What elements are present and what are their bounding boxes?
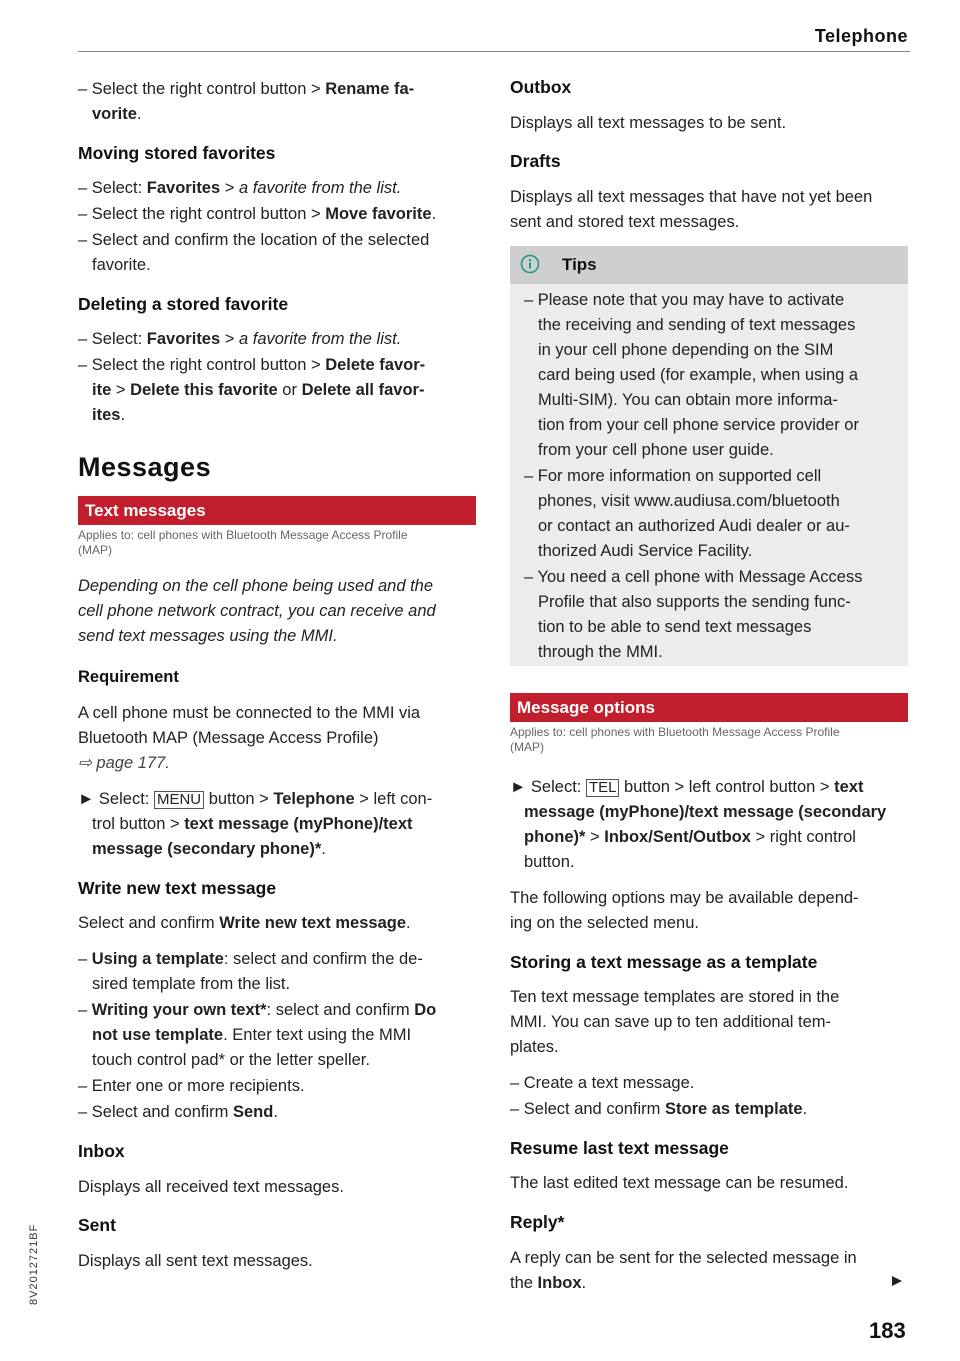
heading-inbox: Inbox xyxy=(78,1141,125,1161)
ui-term: Rename fa- xyxy=(325,80,415,98)
text: . Enter text using the MMI xyxy=(223,1026,412,1044)
list-item xyxy=(78,1100,492,1125)
heading-messages: Messages xyxy=(78,452,212,482)
step-select-tel xyxy=(510,775,924,875)
list-item: – Create a text message. xyxy=(510,1074,695,1092)
text: sent and stored text messages. xyxy=(510,213,740,231)
text: (MAP) xyxy=(78,543,112,557)
drafts-text xyxy=(510,185,910,235)
page-number: 183 xyxy=(869,1318,906,1343)
section-title: Telephone xyxy=(814,26,908,46)
ui-term: ite xyxy=(92,381,112,399)
list-item xyxy=(78,202,492,227)
text: Depending on the cell phone being used and the xyxy=(78,577,434,595)
step-select-menu xyxy=(78,787,492,862)
text: – Select and confirm the location of the selected xyxy=(78,231,430,249)
text: the xyxy=(510,1274,538,1292)
text: . xyxy=(120,406,126,424)
text: ► Select: xyxy=(510,778,586,796)
sent-text: Displays all sent text messages. xyxy=(78,1252,313,1270)
ui-term: Send xyxy=(233,1103,274,1121)
text: send text messages using the MMI. xyxy=(78,627,338,645)
text: – xyxy=(78,950,92,968)
text: (MAP) xyxy=(510,740,544,754)
ui-term: text xyxy=(834,778,864,796)
tip-line: – Please note that you may have to activate xyxy=(524,291,845,309)
heading-sent: Sent xyxy=(78,1215,116,1235)
text: favorite. xyxy=(92,256,151,274)
menu-button-label: MENU xyxy=(154,791,204,809)
ui-term: Move favorite xyxy=(325,205,432,223)
ui-term: Delete all favor- xyxy=(301,381,425,399)
text: Select and confirm xyxy=(78,914,220,932)
text: button > xyxy=(204,790,274,808)
intro-paragraph xyxy=(78,574,478,649)
text: . xyxy=(581,1274,587,1292)
text: > xyxy=(220,179,239,197)
text: ing on the selected menu. xyxy=(510,914,699,932)
tip-line: from your cell phone user guide. xyxy=(538,441,774,459)
text: Applies to: cell phones with Bluetooth Message Access Profile xyxy=(78,528,408,542)
reply-text xyxy=(510,1246,910,1296)
inbox-text: Displays all received text messages. xyxy=(78,1178,344,1196)
tip-line: tion from your cell phone service provider or xyxy=(538,416,859,434)
requirement-paragraph xyxy=(78,701,478,776)
heading-deleting-favorite: Deleting a stored favorite xyxy=(78,294,289,314)
text: . xyxy=(273,1103,278,1121)
tip-line: phones, visit www.audiusa.com/bluetooth xyxy=(538,492,840,510)
text: button. xyxy=(524,853,575,871)
tip-line: or contact an authorized Audi dealer or au- xyxy=(538,517,850,535)
ui-term: Using a template xyxy=(91,950,224,968)
list-item xyxy=(78,947,492,997)
text: ► Select: xyxy=(78,790,154,808)
applies-note xyxy=(510,725,910,755)
ui-term: message (myPhone)/text message (secondary xyxy=(524,803,887,821)
tel-button-label: TEL xyxy=(586,779,620,797)
section-bar-text-messages: Text messages xyxy=(78,496,476,525)
document-code: 8V2012721BF xyxy=(28,1223,40,1305)
text: – Select the right control button > xyxy=(78,356,326,374)
text: > left con- xyxy=(354,790,433,808)
text: – Select and confirm xyxy=(78,1103,233,1121)
text: > xyxy=(220,330,239,348)
text: . xyxy=(136,105,142,123)
ui-term: Inbox xyxy=(537,1274,582,1292)
ui-term: Write new text message xyxy=(219,914,407,932)
heading-requirement: Requirement xyxy=(78,668,179,686)
section-bar-message-options: Message options xyxy=(510,693,908,722)
tips-box xyxy=(510,246,908,666)
tip-line: – For more information on supported cell xyxy=(524,467,822,485)
text: – Select: xyxy=(78,330,147,348)
ui-term: Do xyxy=(414,1001,437,1019)
text: touch control pad* or the letter speller. xyxy=(92,1051,370,1069)
ui-term: Writing your own text* xyxy=(91,1001,267,1019)
ui-term: text message (myPhone)/text xyxy=(184,815,413,833)
text: – Select: xyxy=(78,179,147,197)
text: . xyxy=(431,205,437,223)
ui-term: message (secondary phone)* xyxy=(92,840,322,858)
text: sired template from the list. xyxy=(92,975,291,993)
ui-term: Inbox/Sent/Outbox xyxy=(604,828,751,846)
list-item xyxy=(78,176,492,201)
tip-line: through the MMI. xyxy=(538,643,663,661)
text: MMI. You can save up to ten additional tem- xyxy=(510,1013,832,1031)
text: – xyxy=(78,1001,92,1019)
tip-line: tion to be able to send text messages xyxy=(538,618,812,636)
heading-reply: Reply* xyxy=(510,1212,565,1232)
rename-instruction xyxy=(78,77,492,127)
info-icon xyxy=(520,254,540,274)
ui-term: Telephone xyxy=(273,790,355,808)
ui-term: Favorites xyxy=(146,330,221,348)
ui-term: vorite xyxy=(92,105,137,123)
tip-line: the receiving and sending of text messages xyxy=(538,316,856,334)
list-item xyxy=(78,228,492,278)
ui-term: Delete this favorite xyxy=(130,381,278,399)
text: or xyxy=(277,381,302,399)
text: The following options may be available depend- xyxy=(510,889,859,907)
text: . xyxy=(321,840,326,858)
outbox-text: Displays all text messages to be sent. xyxy=(510,114,787,132)
options-intro xyxy=(510,886,910,936)
text: – Select the right control button > xyxy=(78,205,326,223)
heading-drafts: Drafts xyxy=(510,151,561,171)
text: a favorite from the list. xyxy=(238,330,402,348)
tip-line: – You need a cell phone with Message Access xyxy=(524,568,863,586)
text: cell phone network contract, you can receive and xyxy=(78,602,436,620)
list-item xyxy=(78,327,492,352)
text: > xyxy=(585,828,605,846)
tips-title: Tips xyxy=(562,255,597,274)
text: Displays all text messages that have not yet been xyxy=(510,188,873,206)
text: – Select the right control button > xyxy=(78,80,326,98)
text: Applies to: cell phones with Bluetooth Message Access Profile xyxy=(510,725,840,739)
continue-arrow-icon xyxy=(890,1274,904,1288)
page-reference-link[interactable]: ⇨ page 177. xyxy=(78,754,170,772)
heading-write-new: Write new text message xyxy=(78,878,277,898)
text: : select and confirm xyxy=(266,1001,415,1019)
text: Bluetooth MAP (Message Access Profile) xyxy=(78,729,379,747)
text: plates. xyxy=(510,1038,559,1056)
list-item: – Enter one or more recipients. xyxy=(78,1077,305,1095)
text: Ten text message templates are stored in the xyxy=(510,988,840,1006)
tip-line: Profile that also supports the sending func- xyxy=(538,593,851,611)
list-item xyxy=(510,1097,924,1122)
text: . xyxy=(406,914,411,932)
write-paragraph xyxy=(78,911,478,936)
ui-term: not use template xyxy=(92,1026,224,1044)
text: > right control xyxy=(750,828,856,846)
text: > xyxy=(111,381,131,399)
text: A reply can be sent for the selected message in xyxy=(510,1249,857,1267)
tips-header xyxy=(510,246,908,284)
applies-note xyxy=(78,528,478,558)
ui-term: Delete favor- xyxy=(325,356,426,374)
ui-term: Favorites xyxy=(146,179,221,197)
text: . xyxy=(802,1100,808,1118)
heading-outbox: Outbox xyxy=(510,77,572,97)
tip-line: card being used (for example, when using a xyxy=(538,366,859,384)
heading-moving-favorites: Moving stored favorites xyxy=(78,143,276,163)
text: trol button > xyxy=(92,815,185,833)
text: – Select and confirm xyxy=(510,1100,665,1118)
list-item xyxy=(78,353,492,428)
ui-term: Store as template xyxy=(665,1100,803,1118)
text: : select and confirm the de- xyxy=(223,950,423,968)
heading-resume: Resume last text message xyxy=(510,1138,729,1158)
tip-line: in your cell phone depending on the SIM xyxy=(538,341,834,359)
heading-storing-template: Storing a text message as a template xyxy=(510,952,818,972)
tip-line: thorized Audi Service Facility. xyxy=(538,542,753,560)
ui-term: phone)* xyxy=(524,828,586,846)
tip-line: Multi-SIM). You can obtain more informa- xyxy=(538,391,838,409)
text: a favorite from the list. xyxy=(238,179,402,197)
header-rule xyxy=(78,51,910,52)
tips-list xyxy=(524,288,900,665)
storing-text xyxy=(510,985,910,1060)
resume-text: The last edited text message can be resumed. xyxy=(510,1174,849,1192)
list-item xyxy=(78,998,492,1073)
ui-term: ites xyxy=(92,406,121,424)
text: button > left control button > xyxy=(619,778,835,796)
text: A cell phone must be connected to the MMI via xyxy=(78,704,421,722)
